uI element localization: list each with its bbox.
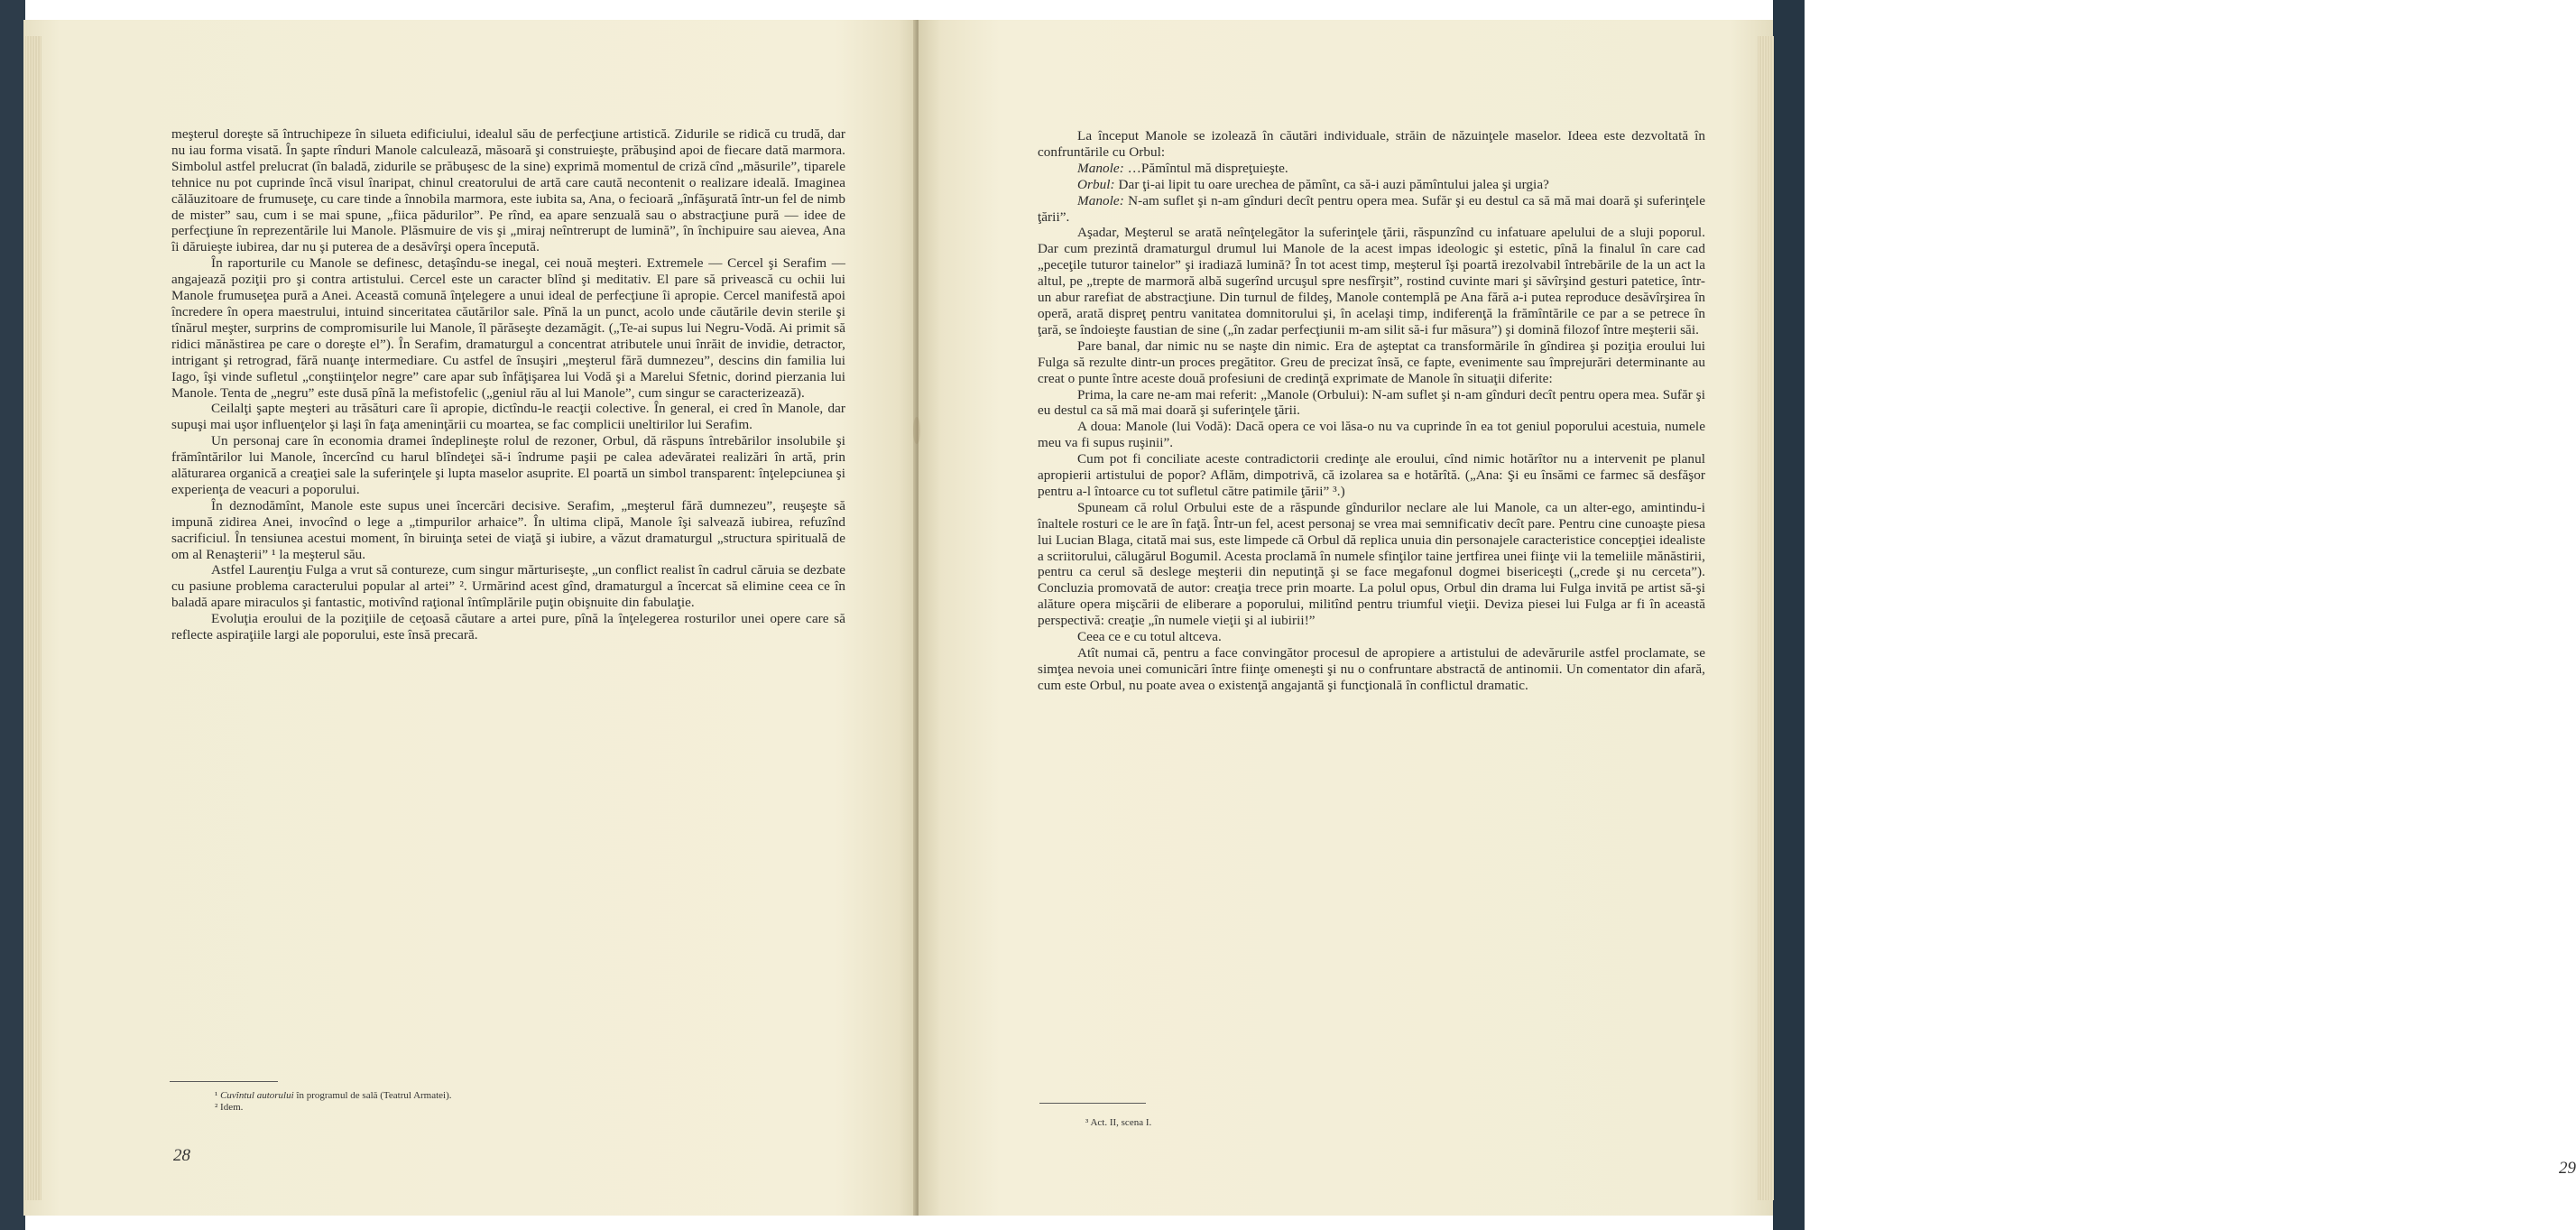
- paragraph: Atît numai că, pentru a face convingător procesul de apropiere a artistului de adevărurile astfel proclamate, se simţea nevoia unei comunicări între fiinţe omeneşti şi nu o confruntare abstractă de antinomii. Un comentator din afară, cum este Orbul, nu poate avea o existenţă angajantă şi funcţională în conflictul dramatic.: [1038, 645, 1705, 693]
- speaker: Orbul:: [1077, 176, 1115, 192]
- paragraph: Evoluţia eroului de la poziţiile de ceţoasă căutare a artei pure, pînă la înţelegerea rosturilor unei opere care să reflecte aspiraţiile largi ale poporului, este însă precară.: [171, 611, 845, 643]
- book-cover-right: [1773, 0, 1805, 1230]
- paragraph: Un personaj care în economia dramei îndeplineşte rolul de rezoner, Orbul, dă răspuns întrebărilor insolubile şi frămîntărilor lui Manole, încercînd cu harul blîndeţei să-i îndrume paşii pe calea adevăratei realizări în artă, prin alăturarea organică a creaţiei sale la suferinţele şi lupta maselor asuprite. El poartă un simbol transparent: înţelepciunea şi experienţa de veacuri a poporului.: [171, 433, 845, 497]
- page-number: 29: [2559, 1159, 2576, 1178]
- line: …Pămîntul mă dispreţuieşte.: [1127, 160, 1288, 176]
- page-edges-left: [25, 36, 42, 1200]
- paragraph: Aşadar, Meşterul se arată neînţelegător la suferinţele ţării, răspunzînd cu infatuare apelului de a sluji poporul. Dar cum prezintă dramaturgul drumul lui Manole de la acest impas ideologic şi estetic, pînă la finalul în care cad „peceţile tuturor tainelor” şi iradiază lumină? În tot acest timp, meşterul îşi poartă irezolvabil întrebările de la un act la altul, pe „trepte de marmoră albă sugerînd urcuşul spre nesfîrşit”, rostind cuvinte mari şi săvîrşind gesturi patetice, într-un abur rarefiat de abstracţiune. Din turnul de fildeş, Manole contemplă pe Ana fără a-i putea reproduce desăvîrşirea în operă, arată dispreţ pentru vanitatea domnitorului şi, în acelaşi timp, indiferenţă la frămîntările ce par a se petrece în ţară, se îndoieşte faustian de sine („în zadar perfecţiunii m-am silit să-i fur măsura”) şi domină filozof între meşterii săi.: [1038, 225, 1705, 338]
- paragraph: meşterul doreşte să întruchipeze în silueta edificiului, idealul său de perfecţiune artistică. Zidurile se ridică cu trudă, dar nu iau forma visată. În şapte rînduri Manole calculează, măsoară şi construieşte, prăbuşind apoi de fiecare dată marmora. Simbolul astfel prelucrat (în baladă, zidurile se prăbuşesc de la sine) exprimă momentul de criză cînd „măsurile”, tiparele tehnice nu pot cuprinde încă visul înaripat, chinul creatorului de artă care caută necontenit o realizare ideală. Imaginea călăuzitoare de frumuseţe, cu care tinde a înnobila marmora, este iubita sa, Ana, o fecioară „înfăşurată într-un fel de nimb de mister” sau, cum i se mai spune, „fiica pădurilor”. Pe rînd, ea apare senzuală sau o abstracţiune pură — idee de perfecţiune în reprezentările lui Manole. Plăsmuire de vis şi „miraj neîntrerupt de lumină”, în închipuire sau aievea, Ana îi dăruieşte iubirea, dar nu şi puterea de a desăvîrşi opera începută.: [171, 126, 845, 255]
- paragraph: Prima, la care ne-am mai referit: „Manole (Orbului): N-am suflet şi n-am gînduri decît pentru opera mea. Sufăr şi eu destul ca să mă mai doară şi suferinţele ţării.: [1038, 386, 1705, 419]
- footnote-1-mark: ¹: [215, 1090, 218, 1101]
- paragraph: În deznodămînt, Manole este supus unei încercări decisive. Serafim, „meşterul fără dumnezeu”, reuşeşte să impună zidirea Anei, invocînd o lege a „timpurilor arhaice”. În ultima clipă, Manole îşi salvează iubirea, refuzînd sacrificiul. În tensiunea acestui moment, în biruinţa setei de viaţă şi iubire, a văzut dramaturgul „structura spirituală de om al Renaşterii” ¹ la meşterul său.: [171, 497, 845, 562]
- dialogue-line: [1038, 193, 1705, 226]
- footnote-rule: [1039, 1103, 1146, 1104]
- paragraph: A doua: Manole (lui Vodă): Dacă opera ce voi lăsa-o nu va cuprinde în ea tot geniul poporului acestuia, numele meu va fi supus ruşinii”.: [1038, 419, 1705, 451]
- footnote-3: ³ Act. II, scena I.: [1085, 1117, 1152, 1128]
- footnotes: [215, 1090, 756, 1114]
- paragraph: Pare banal, dar nimic nu se naşte din nimic. Era de aşteptat ca transformările în gîndirea şi poziţia eroului lui Fulga să rezulte dintr-un proces pregătitor. Greu de precizat însă, ce fapte, evenimente sau împrejurări determinante au creat o punte între aceste două profesiuni de credinţă exprimate de Manole în situaţii diferite:: [1038, 338, 1705, 386]
- book-cover-left: [0, 0, 25, 1230]
- right-page-body: [1038, 128, 1705, 694]
- paragraph: Ceilalţi şapte meşteri au trăsături care îi apropie, dictîndu-le reacţii colective. În general, ei cred în Manole, dar supuşi mai uşor influenţelor şi laşi în faţa ameninţării cu moartea, se fac complicii uneltirilor lui Serafim.: [171, 401, 845, 433]
- footnote-1-rest: în programul de sală (Teatrul Armatei).: [296, 1090, 452, 1101]
- right-page: [919, 20, 2576, 1216]
- left-page-body: [171, 126, 845, 643]
- paragraph: Spuneam că rolul Orbului este de a răspunde gîndurilor neclare ale lui Manole, ca un alter-ego, amintindu-i înaltele rosturi ce le are în faţă. Într-un fel, acest personaj se vrea mai semnificativ decît pare. Pentru cine cunoaşte piesa lui Lucian Blaga, citată mai sus, este limpede că Orbul dă replica unuia din personajele caracteristice concepţiei idealiste a scriitorului, călugărul Bogumil. Acesta proclamă în numele sfinţilor taine jertfirea unei fiinţe vii la temeliile mănăstirii, pentru ca cerul să deslege meşterii din neputinţă şi se face megafonul dogmei bisericeşti („crede şi nu cerceta”). Concluzia promovată de autor: creaţia trece prin moarte. La polul opus, Orbul din drama lui Fulga invită pe artist să-şi alăture opera mişcării de eliberare a poporului, militînd pentru triumful vieţii. Deviza piesei lui Fulga ar fi în această perspectivă: creaţie „în numele vieţii şi al iubirii!”: [1038, 499, 1705, 629]
- paper-stain: [913, 417, 920, 444]
- page-number: 28: [173, 1146, 190, 1165]
- speaker: Manole:: [1077, 192, 1124, 208]
- page-edges-right: [1758, 36, 1774, 1200]
- line: N-am suflet şi n-am gînduri decît pentru opera mea. Sufăr şi eu destul ca să mă mai doară şi suferinţele ţării”.: [1038, 192, 1705, 225]
- footnote-1: [215, 1090, 756, 1102]
- paragraph: Ceea ce e cu totul altceva.: [1077, 629, 1222, 645]
- speaker: Manole:: [1077, 160, 1124, 176]
- footnote-rule: [170, 1081, 278, 1082]
- paragraph: Cum pot fi conciliate aceste contradictorii credinţe ale eroului, cînd nimic hotărîtor nu a intervenit pe planul apropierii artistului de popor? Aflăm, dimpotrivă, că izolarea sa e hotărîtă. („Ana: Şi eu însămi ce farmec să desfăşor pentru a-l întoarce cu tot sufletul către patimile ţării” ³.): [1038, 451, 1705, 499]
- footnote-2: ² Idem.: [215, 1102, 244, 1113]
- dialogue-line: [1038, 177, 1705, 193]
- line: Dar ţi-ai lipit tu oare urechea de pămînt, ca să-i auzi pămîntului jalea şi urgia?: [1118, 176, 1549, 192]
- paragraph: În raporturile cu Manole se definesc, detaşîndu-se inegal, cei nouă meşteri. Extremele — Cercel şi Serafim — angajează poziţii pro şi contra artistului. Cercel este un caracter blînd şi meditativ. El pare să privească cu ochii lui Manole frumuseţea pură a Anei. Această comună înţelegere a unui ideal de perfecţiune îi apropie. Cercel manifestă apoi încredere în opera maestrului, intuind sinceritatea căutărilor sale. Pînă la un punct, acolo unde căutările devin sterile şi tînărul meşter, surprins de compromisurile lui Manole, îl părăseşte dezamăgit. („Te-ai supus lui Negru-Vodă. Ai primit să ridici mănăstirea pe care o doreşte el”). În Serafim, dramaturgul a concentrat atributele unui înrăit de invidie, detractor, intrigant şi retrograd, fără nuanţe intermediare. Cu astfel de însuşiri „meşterul fără dumnezeu”, descins din familia lui Iago, îşi vinde sufletul „conştiinţelor negre” care apar sub înfăţişarea lui Vodă şi a Marelui Sfetnic, dorind pierzania lui Manole. Tenta de „negru” este dusă pînă la mefistofelic („geniul rău al lui Manole”, cum singur se caracterizează).: [171, 255, 845, 401]
- dialogue-line: [1038, 161, 1705, 177]
- paragraph: Astfel Laurenţiu Fulga a vrut să contureze, cum singur mărturiseşte, „un conflict realist în cadrul căruia se dezbate cu pasiune problema caracterului popular al artei” ². Urmărind acest gînd, dramaturgul a încercat să elimine ceea ce în baladă apare miraculos şi fantastic, motivînd raţional întîmplările puţin obişnuite din fabulaţie.: [171, 562, 845, 611]
- footnote-1-title: Cuvîntul autorului: [220, 1090, 294, 1101]
- paragraph: La început Manole se izolează în căutări individuale, străin de năzuinţele maselor. Ideea este dezvoltată în confruntările cu Orbul:: [1038, 128, 1705, 160]
- left-page: [23, 20, 917, 1216]
